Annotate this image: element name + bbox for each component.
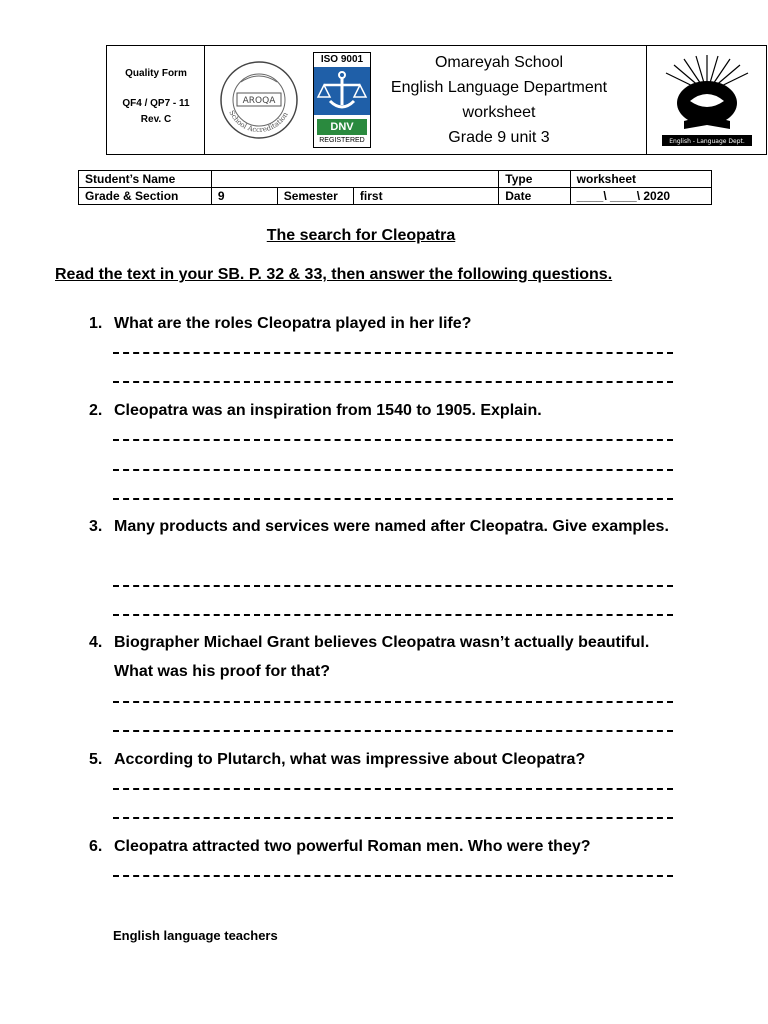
question-text: Cleopatra was an inspiration from 1540 to 1905. Explain.	[114, 402, 542, 419]
question-text: Many products and services were named after Cleopatra. Give examples.	[114, 518, 669, 535]
teacher-signature: English language teachers	[113, 928, 278, 943]
document-header	[106, 45, 767, 155]
question-number: 3.	[89, 518, 103, 535]
table-row	[79, 171, 712, 188]
iso-label: ISO 9001	[320, 54, 364, 65]
registered-label: REGISTERED	[319, 137, 365, 144]
aroqa-ring-text: School Accreditation	[227, 109, 290, 135]
answer-line[interactable]	[113, 585, 673, 587]
answer-line[interactable]	[113, 614, 673, 616]
question-number: 6.	[89, 838, 103, 855]
answer-line[interactable]	[113, 469, 673, 471]
question-text: Biographer Michael Grant believes Cleopatra wasn’t actually beautiful. What was his proof for that?	[114, 634, 650, 680]
question-number: 5.	[89, 751, 103, 768]
question-text: Cleopatra attracted two powerful Roman men. Who were they?	[114, 838, 591, 855]
grade-section-label: Grade & Section	[79, 188, 212, 205]
iso-certification-badge	[313, 52, 371, 148]
student-info-table	[78, 170, 712, 205]
quality-form-cell	[107, 46, 205, 154]
grade-unit: Grade 9 unit 3	[448, 129, 550, 146]
answer-line[interactable]	[113, 498, 673, 500]
form-code: QF4 / QP7 - 11	[122, 98, 190, 109]
answer-line[interactable]	[113, 875, 673, 877]
document-type: worksheet	[462, 104, 536, 121]
question-text: According to Plutarch, what was impressive about Cleopatra?	[114, 751, 586, 768]
worksheet-instruction: Read the text in your SB. P. 32 & 33, then answer the following questions.	[55, 266, 613, 283]
date-field[interactable]: ____\ ____\ 2020	[570, 188, 711, 205]
question-number: 1.	[89, 315, 103, 332]
answer-line[interactable]	[113, 788, 673, 790]
question-number: 4.	[89, 634, 103, 651]
student-name-field[interactable]	[211, 171, 498, 188]
aroqa-text: AROQA	[242, 96, 276, 106]
worksheet-title: The search for Cleopatra	[266, 227, 456, 244]
form-revision: Rev. C	[140, 114, 172, 125]
question-number: 2.	[89, 402, 103, 419]
department-name: English Language Department	[390, 79, 608, 96]
semester-value[interactable]: first	[353, 188, 498, 205]
type-label: Type	[499, 171, 570, 188]
dept-logo-caption: English - Language Dept.	[669, 138, 745, 145]
answer-line[interactable]	[113, 352, 673, 354]
answer-line[interactable]	[113, 439, 673, 441]
answer-line[interactable]	[113, 730, 673, 732]
question-text: What are the roles Cleopatra played in her life?	[114, 315, 472, 332]
answer-line[interactable]	[113, 701, 673, 703]
header-title-block	[369, 50, 629, 150]
semester-label: Semester	[277, 188, 353, 205]
date-label: Date	[499, 188, 570, 205]
department-logo-cell	[646, 46, 767, 154]
type-value: worksheet	[570, 171, 711, 188]
school-name: Omareyah School	[434, 54, 564, 71]
grade-value[interactable]: 9	[211, 188, 277, 205]
answer-line[interactable]	[113, 381, 673, 383]
student-name-label: Student’s Name	[79, 171, 212, 188]
quality-form-label: Quality Form	[125, 68, 187, 79]
dnv-label: DNV	[317, 119, 367, 135]
aroqa-seal-logo	[219, 60, 299, 140]
english-dept-logo	[654, 51, 760, 149]
iso-anchor-icon	[314, 67, 370, 115]
table-row	[79, 188, 712, 205]
answer-line[interactable]	[113, 817, 673, 819]
